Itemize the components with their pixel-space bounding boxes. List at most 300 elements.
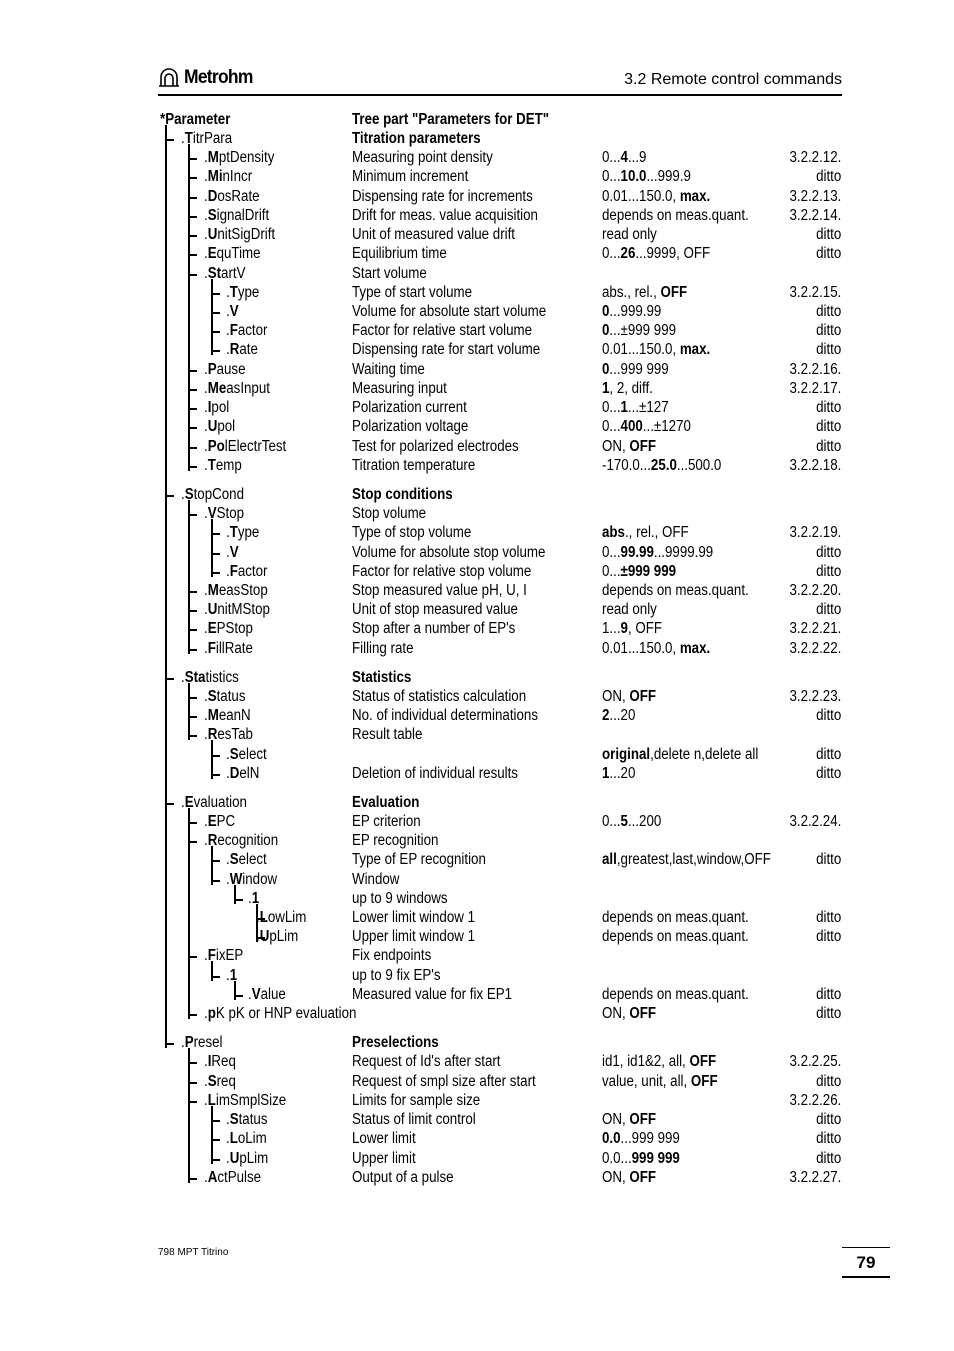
- command-description-text: [352, 543, 545, 562]
- command-name-text: [181, 1033, 223, 1052]
- command-values-run: 0.0...: [602, 1150, 632, 1167]
- command-description-run: Type of start volume: [352, 284, 473, 301]
- command-values-text: [602, 283, 687, 302]
- command-name-run: .: [204, 813, 208, 830]
- command-name-run: V: [251, 986, 261, 1003]
- command-values-run: 1...: [602, 620, 621, 637]
- command-description-run: up to 9 fix EP's: [352, 967, 441, 984]
- command-name: [226, 745, 273, 764]
- section-reference: [812, 417, 841, 436]
- command-name: [204, 639, 261, 658]
- command-name-run: .: [204, 707, 208, 724]
- command-name: [204, 504, 251, 523]
- table-row: [0, 706, 954, 725]
- command-values-run: 0...: [602, 418, 621, 435]
- command-description-text: [352, 1052, 501, 1071]
- table-row: [0, 456, 954, 475]
- command-values-text: [602, 764, 635, 783]
- command-values-text: [602, 379, 653, 398]
- command-name-run: PC: [216, 813, 236, 830]
- command-values: [602, 1149, 693, 1168]
- command-name: [204, 148, 286, 167]
- command-values: [602, 321, 688, 340]
- command-description-run: Stop conditions: [352, 486, 453, 503]
- command-description: [352, 889, 463, 908]
- section-reference: [812, 225, 841, 244]
- command-name-run: .: [181, 794, 185, 811]
- command-name-text: [204, 379, 270, 398]
- command-values-run: ., rel., OFF: [624, 524, 689, 541]
- command-name-run: artV: [221, 265, 246, 282]
- section-reference-text: ditto: [815, 1005, 841, 1022]
- command-name-run: tatus: [216, 688, 246, 705]
- command-name-text: [226, 1110, 268, 1129]
- command-values-run: 0...: [602, 149, 621, 166]
- command-name-text: [181, 793, 247, 812]
- command-values-run: 0.01...150.0,: [602, 188, 680, 205]
- command-description: [352, 764, 545, 783]
- command-name: [226, 283, 265, 302]
- command-values-text: [602, 1052, 716, 1071]
- command-description: [352, 562, 560, 581]
- command-values-run: ...999 999: [620, 1130, 680, 1147]
- command-description-run: Volume for absolute stop volume: [352, 544, 546, 561]
- command-name-text: [226, 1129, 267, 1148]
- command-values-text: [602, 206, 749, 225]
- command-description-run: Filling rate: [352, 640, 414, 657]
- command-name: [256, 908, 315, 927]
- command-name-text: [204, 831, 278, 850]
- command-description-text: [352, 302, 546, 321]
- section-reference: [812, 321, 841, 340]
- command-name-run: 1: [251, 890, 260, 907]
- command-name-run: imSmplSize: [215, 1092, 287, 1109]
- command-values-text: [602, 908, 749, 927]
- command-description-run: Factor for relative start volume: [352, 322, 533, 339]
- command-description-text: [352, 619, 515, 638]
- command-description-text: [352, 187, 533, 206]
- command-description-text: [352, 321, 532, 340]
- command-name-text: [204, 639, 253, 658]
- command-name-run: .: [204, 1169, 208, 1186]
- command-name-text: [226, 745, 267, 764]
- command-values-text: [602, 543, 713, 562]
- section-reference-text: 3.2.2.14.: [789, 207, 841, 224]
- table-row: [0, 1004, 954, 1023]
- command-description-run: Result table: [352, 726, 423, 743]
- section-reference: [812, 1149, 841, 1168]
- command-name-run: .: [204, 947, 208, 964]
- command-name-run: M: [207, 707, 219, 724]
- command-values-run: 400: [620, 418, 643, 435]
- command-description-text: [352, 870, 399, 889]
- command-description-run: No. of individual determinations: [352, 707, 538, 724]
- command-description-run: Tree part "Parameters for DET": [352, 111, 550, 128]
- command-values-run: 2: [602, 707, 610, 724]
- section-reference-text: 3.2.2.20.: [789, 582, 841, 599]
- command-name-run: eanN: [218, 707, 251, 724]
- section-reference-text: ditto: [815, 851, 841, 868]
- command-values-run: 1: [602, 765, 610, 782]
- command-name: [248, 889, 261, 908]
- command-description-text: [352, 523, 471, 542]
- brand-name: Metrohm: [184, 67, 253, 88]
- command-values-text: [602, 167, 691, 186]
- command-values-text: [602, 562, 676, 581]
- section-reference: [781, 187, 841, 206]
- command-values-run: ...500.0: [676, 457, 722, 474]
- section-reference: [812, 600, 841, 619]
- command-name-run: Req: [211, 1053, 236, 1070]
- command-values-run: ...999 999: [609, 361, 669, 378]
- command-name: [204, 417, 240, 436]
- command-name-run: valuation: [193, 794, 247, 811]
- command-values-run: 0: [602, 361, 610, 378]
- command-description-text: [352, 283, 472, 302]
- command-name-text: [181, 485, 244, 504]
- command-name-run: elect: [238, 746, 267, 763]
- command-description-run: up to 9 windows: [352, 890, 448, 907]
- table-row: [0, 1091, 954, 1110]
- command-name: [204, 831, 290, 850]
- command-name-run: U: [229, 1150, 240, 1167]
- command-name: [204, 379, 281, 398]
- command-name-run: resel: [193, 1034, 223, 1051]
- command-description-run: Deletion of individual results: [352, 765, 518, 782]
- command-values: [602, 283, 701, 302]
- section-reference-text: 3.2.2.12.: [789, 149, 841, 166]
- command-description-run: Equilibrium time: [352, 245, 447, 262]
- command-name-text: [226, 870, 277, 889]
- command-description-run: Measured value for fix EP1: [352, 986, 513, 1003]
- command-name-run: .: [256, 909, 260, 926]
- command-name: [204, 600, 281, 619]
- command-values-run: , OFF: [627, 620, 663, 637]
- command-values-run: depends on meas.quant.: [602, 986, 749, 1003]
- command-description-run: Status of statistics calculation: [352, 688, 527, 705]
- command-description-run: Test for polarized electrodes: [352, 438, 519, 455]
- command-name-run: .: [226, 871, 230, 888]
- command-description-run: Lower limit window 1: [352, 909, 475, 926]
- command-name-run: ptDensity: [218, 149, 275, 166]
- command-name-run: F: [229, 563, 238, 580]
- command-name-text: [181, 668, 239, 687]
- command-description: [352, 148, 516, 167]
- command-name: [181, 1033, 229, 1052]
- table-row: [0, 850, 954, 869]
- command-name-run: I: [207, 1053, 212, 1070]
- command-name-run: ate: [239, 341, 258, 358]
- command-values: [602, 456, 741, 475]
- command-values-run: ±999 999: [620, 563, 677, 580]
- command-description-text: [352, 966, 440, 985]
- command-name-text: [204, 504, 244, 523]
- command-description: [352, 812, 432, 831]
- section-reference-text: 3.2.2.13.: [789, 188, 841, 205]
- command-description: [352, 225, 542, 244]
- command-description-text: [352, 562, 531, 581]
- command-name-run: actor: [237, 322, 268, 339]
- command-name-run: easStop: [218, 582, 268, 599]
- command-values-run: max.: [679, 640, 711, 657]
- command-name-run: R: [207, 726, 218, 743]
- command-name-text: [204, 946, 243, 965]
- section-reference-text: ditto: [815, 909, 841, 926]
- table-row: [0, 1168, 954, 1187]
- command-name-run: .: [204, 1053, 208, 1070]
- command-description-text: [352, 600, 518, 619]
- command-name-run: .: [204, 265, 208, 282]
- command-name-run: E: [207, 245, 217, 262]
- command-values-run: 0: [602, 322, 610, 339]
- command-name: [226, 1149, 275, 1168]
- command-name-text: [204, 417, 235, 436]
- command-description-run: Output of a pulse: [352, 1169, 454, 1186]
- command-name-run: tistics: [205, 669, 239, 686]
- command-name-run: owLim: [267, 909, 307, 926]
- page-number: 79: [856, 1253, 876, 1272]
- command-description: [352, 831, 453, 850]
- brand-logo: [158, 66, 259, 90]
- command-description: [352, 321, 561, 340]
- command-description: [352, 850, 508, 869]
- command-values-run: value, unit, all,: [602, 1073, 691, 1090]
- command-name: [204, 244, 270, 263]
- command-description: [352, 1129, 426, 1148]
- command-name-text: [226, 302, 239, 321]
- command-name-text: [204, 167, 252, 186]
- command-values-run: ...20: [609, 765, 636, 782]
- command-values-text: [602, 1149, 680, 1168]
- section-reference-text: ditto: [815, 438, 841, 455]
- command-name-run: T: [207, 457, 216, 474]
- command-name-run: .: [248, 890, 252, 907]
- command-description: [352, 110, 581, 129]
- command-name-run: .: [204, 457, 208, 474]
- command-values-run: ...200: [627, 813, 662, 830]
- command-values-text: [602, 398, 669, 417]
- command-name-run: .: [226, 303, 230, 320]
- section-reference-text: ditto: [815, 399, 841, 416]
- command-values-run: 0: [602, 303, 610, 320]
- command-description-text: [352, 908, 475, 927]
- command-values: [602, 187, 728, 206]
- command-description-text: [352, 639, 413, 658]
- command-description-run: Dispensing rate for increments: [352, 188, 533, 205]
- section-reference: [812, 1004, 841, 1023]
- command-values: [602, 706, 641, 725]
- section-reference: [812, 398, 841, 417]
- command-name-text: [226, 321, 267, 340]
- command-name-run: p: [207, 1005, 216, 1022]
- command-description-text: [352, 687, 526, 706]
- section-reference: [781, 283, 841, 302]
- command-description: [352, 437, 546, 456]
- command-name-run: asInput: [226, 380, 270, 397]
- command-name-run: .: [204, 601, 208, 618]
- command-description-text: [352, 456, 475, 475]
- table-row: [0, 264, 954, 283]
- command-name-run: .: [204, 149, 208, 166]
- command-values-text: [602, 302, 661, 321]
- section-reference-text: ditto: [815, 707, 841, 724]
- command-name: [226, 764, 265, 783]
- command-name-run: S: [207, 688, 217, 705]
- command-name-run: P: [184, 1034, 194, 1051]
- command-values-run: , 2, diff.: [609, 380, 653, 397]
- command-values-run: 0...: [602, 544, 621, 561]
- command-description: [352, 1149, 426, 1168]
- command-name-run: PStop: [216, 620, 253, 637]
- command-values-text: [602, 619, 662, 638]
- command-values-run: 99.99: [620, 544, 654, 561]
- command-values-text: [602, 687, 656, 706]
- command-name: [226, 302, 241, 321]
- command-description: [352, 523, 491, 542]
- command-values-run: read only: [602, 601, 657, 618]
- command-values: [602, 985, 773, 1004]
- command-name-text: [204, 1168, 261, 1187]
- command-values-run: ...±1270: [642, 418, 691, 435]
- command-name-run: ype: [237, 524, 260, 541]
- command-description-run: Type of stop volume: [352, 524, 472, 541]
- command-name: [204, 1168, 270, 1187]
- table-row: [0, 908, 954, 927]
- command-values-run: ...±999 999: [609, 322, 677, 339]
- command-name-run: F: [207, 640, 216, 657]
- command-description-text: [352, 1110, 476, 1129]
- table-row: [0, 129, 954, 148]
- command-name-run: F: [229, 322, 238, 339]
- command-values-text: [602, 850, 771, 869]
- command-name-run: S: [229, 746, 239, 763]
- command-values-run: id1, id1&2, all,: [602, 1053, 690, 1070]
- command-values-text: [602, 225, 657, 244]
- command-name: [204, 1091, 300, 1110]
- command-description: [352, 206, 568, 225]
- command-name: [204, 812, 240, 831]
- command-values-run: depends on meas.quant.: [602, 207, 749, 224]
- command-name-text: [226, 562, 267, 581]
- command-description-run: Volume for absolute start volume: [352, 303, 547, 320]
- command-description-text: [352, 985, 512, 1004]
- command-values-run: 0...: [602, 168, 621, 185]
- command-name-run: .: [226, 563, 230, 580]
- command-values-run: 0.01...150.0,: [602, 341, 680, 358]
- command-name-run: St: [207, 265, 222, 282]
- command-values-text: [602, 600, 657, 619]
- command-description-run: Factor for relative stop volume: [352, 563, 532, 580]
- section-reference: [781, 581, 841, 600]
- section-reference-text: 3.2.2.24.: [789, 813, 841, 830]
- command-values: [602, 908, 773, 927]
- command-name-run: .: [204, 640, 208, 657]
- section-reference-text: ditto: [815, 245, 841, 262]
- command-name: [226, 523, 265, 542]
- command-description-run: Statistics: [352, 669, 412, 686]
- command-values: [602, 543, 731, 562]
- command-name-run: .: [226, 322, 230, 339]
- command-name-text: [204, 187, 260, 206]
- command-values: [602, 687, 665, 706]
- table-row: [0, 793, 954, 812]
- command-name-run: ype: [237, 284, 260, 301]
- command-values-run: abs: [602, 524, 625, 541]
- command-values: [602, 927, 773, 946]
- command-name-run: .: [226, 851, 230, 868]
- command-name-text: [204, 360, 246, 379]
- command-values: [602, 639, 728, 658]
- command-name-text: [226, 764, 259, 783]
- command-values: [602, 523, 703, 542]
- section-reference: [781, 639, 841, 658]
- command-description: [352, 668, 421, 687]
- command-name-run: .: [181, 669, 185, 686]
- command-name-run: .: [204, 438, 208, 455]
- command-values: [602, 619, 672, 638]
- command-description: [352, 927, 495, 946]
- command-values: [602, 167, 705, 186]
- command-description: [352, 244, 462, 263]
- command-values-run: max.: [679, 341, 711, 358]
- command-values-run: 999 999: [631, 1150, 680, 1167]
- command-name-run: elN: [239, 765, 260, 782]
- command-name-run: M: [207, 582, 219, 599]
- command-values: [602, 437, 665, 456]
- command-values-run: ON,: [602, 688, 630, 705]
- command-name-run: pol: [217, 418, 236, 435]
- section-reference-text: 3.2.2.27.: [789, 1169, 841, 1186]
- command-name-run: .: [226, 746, 230, 763]
- section-reference-text: 3.2.2.23.: [789, 688, 841, 705]
- command-name-text: [226, 340, 258, 359]
- command-description-run: Polarization current: [352, 399, 467, 416]
- command-values-text: [602, 244, 710, 263]
- section-reference-text: ditto: [815, 601, 841, 618]
- section-reference-text: ditto: [815, 341, 841, 358]
- command-name-text: [204, 619, 253, 638]
- table-row: [0, 562, 954, 581]
- command-name-text: [248, 889, 259, 908]
- command-values-run: 0...: [602, 399, 621, 416]
- command-description: [352, 398, 486, 417]
- command-name-run: .: [204, 380, 208, 397]
- command-name-run: .: [226, 1130, 230, 1147]
- section-reference: [781, 456, 841, 475]
- command-name-run: V: [229, 544, 239, 561]
- command-values-run: 5: [620, 813, 628, 830]
- command-values: [602, 302, 671, 321]
- command-values-run: ON,: [602, 1169, 630, 1186]
- command-values: [602, 398, 679, 417]
- command-values-run: depends on meas.quant.: [602, 582, 749, 599]
- section-reference-text: 3.2.2.15.: [789, 284, 841, 301]
- command-description-run: Upper limit: [352, 1150, 416, 1167]
- command-description-text: [352, 148, 493, 167]
- command-description-text: [352, 398, 467, 417]
- page-header: [158, 66, 842, 96]
- command-values: [602, 360, 680, 379]
- command-description: [352, 417, 487, 436]
- command-values-run: 0.0: [602, 1130, 621, 1147]
- command-name-run: .: [204, 245, 208, 262]
- command-description: [352, 1072, 566, 1091]
- command-name-run: R: [229, 341, 240, 358]
- section-title: 3.2 Remote control commands: [624, 71, 842, 88]
- command-values-run: ...20: [609, 707, 636, 724]
- command-description-run: Fix endpoints: [352, 947, 432, 964]
- command-values-text: [602, 187, 710, 206]
